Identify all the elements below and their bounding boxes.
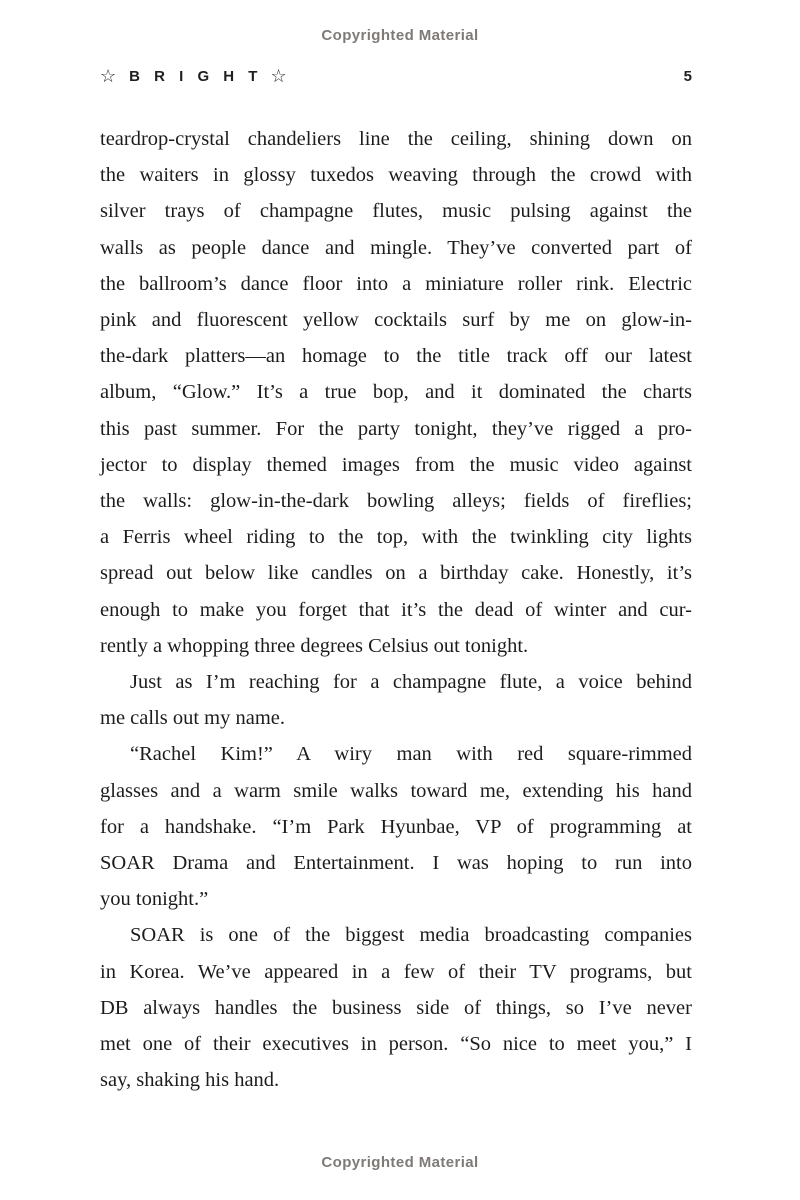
- page-header: [100, 64, 692, 88]
- copyright-watermark-bottom: Copyrighted Material: [321, 1154, 479, 1171]
- text-line: met one of their executives in person. “So nice to meet you,” I: [100, 1033, 692, 1056]
- text-line: for a handshake. “I’m Park Hyunbae, VP of programming at: [100, 815, 692, 838]
- text-line: silver trays of champagne flutes, music pulsing against the: [100, 200, 692, 223]
- text-line: DB always handles the business side of things, so I’ve never: [100, 996, 692, 1019]
- page-body: [100, 121, 692, 1098]
- text-line: the waiters in glossy tuxedos weaving through the crowd with: [100, 164, 692, 187]
- text-line: enough to make you forget that it’s the dead of winter and cur-: [100, 598, 692, 621]
- text-line: Just as I’m reaching for a champagne flute, a voice behind: [130, 671, 692, 694]
- text-line: jector to display themed images from the music video against: [100, 453, 692, 476]
- text-line: teardrop-crystal chandeliers line the ceiling, shining down on: [100, 128, 692, 150]
- star-icon: ☆: [100, 66, 117, 86]
- text-line: album, “Glow.” It’s a true bop, and it dominated the charts: [100, 381, 692, 404]
- text-line: the ballroom’s dance floor into a miniature roller rink. Electric: [100, 272, 692, 295]
- running-title: [100, 67, 287, 85]
- text-line: a Ferris wheel riding to the top, with the twinkling city lights: [100, 526, 692, 549]
- text-line: in Korea. We’ve appeared in a few of their TV programs, but: [100, 960, 692, 983]
- text-line: pink and fluorescent yellow cocktails surf by me on glow-in-: [100, 309, 692, 332]
- running-title-text: B R I G H T: [129, 67, 263, 85]
- text-line: the-dark platters—an homage to the title track off our latest: [100, 345, 692, 368]
- text-line: glasses and a warm smile walks toward me, extending his hand: [100, 779, 692, 802]
- text-line: SOAR is one of the biggest media broadcasting companies: [130, 924, 692, 947]
- text-line: me calls out my name.: [100, 707, 286, 730]
- text-line: walls as people dance and mingle. They’ve converted part of: [100, 236, 692, 259]
- text-line: say, shaking his hand.: [100, 1069, 280, 1092]
- text-line: the walls: glow-in-the-dark bowling alleys; fields of fireflies;: [100, 490, 692, 513]
- copyright-watermark-top: Copyrighted Material: [321, 27, 479, 44]
- star-icon: ☆: [270, 66, 287, 86]
- text-line: “Rachel Kim!” A wiry man with red square-rimmed: [130, 743, 692, 766]
- text-line: spread out below like candles on a birthday cake. Honestly, it’s: [100, 562, 692, 585]
- text-line: SOAR Drama and Entertainment. I was hoping to run into: [100, 852, 692, 875]
- page-number: 5: [683, 67, 692, 85]
- text-line: this past summer. For the party tonight, they’ve rigged a pro-: [100, 417, 692, 440]
- text-line: you tonight.”: [100, 888, 209, 911]
- text-line: rently a whopping three degrees Celsius out tonight.: [100, 634, 529, 657]
